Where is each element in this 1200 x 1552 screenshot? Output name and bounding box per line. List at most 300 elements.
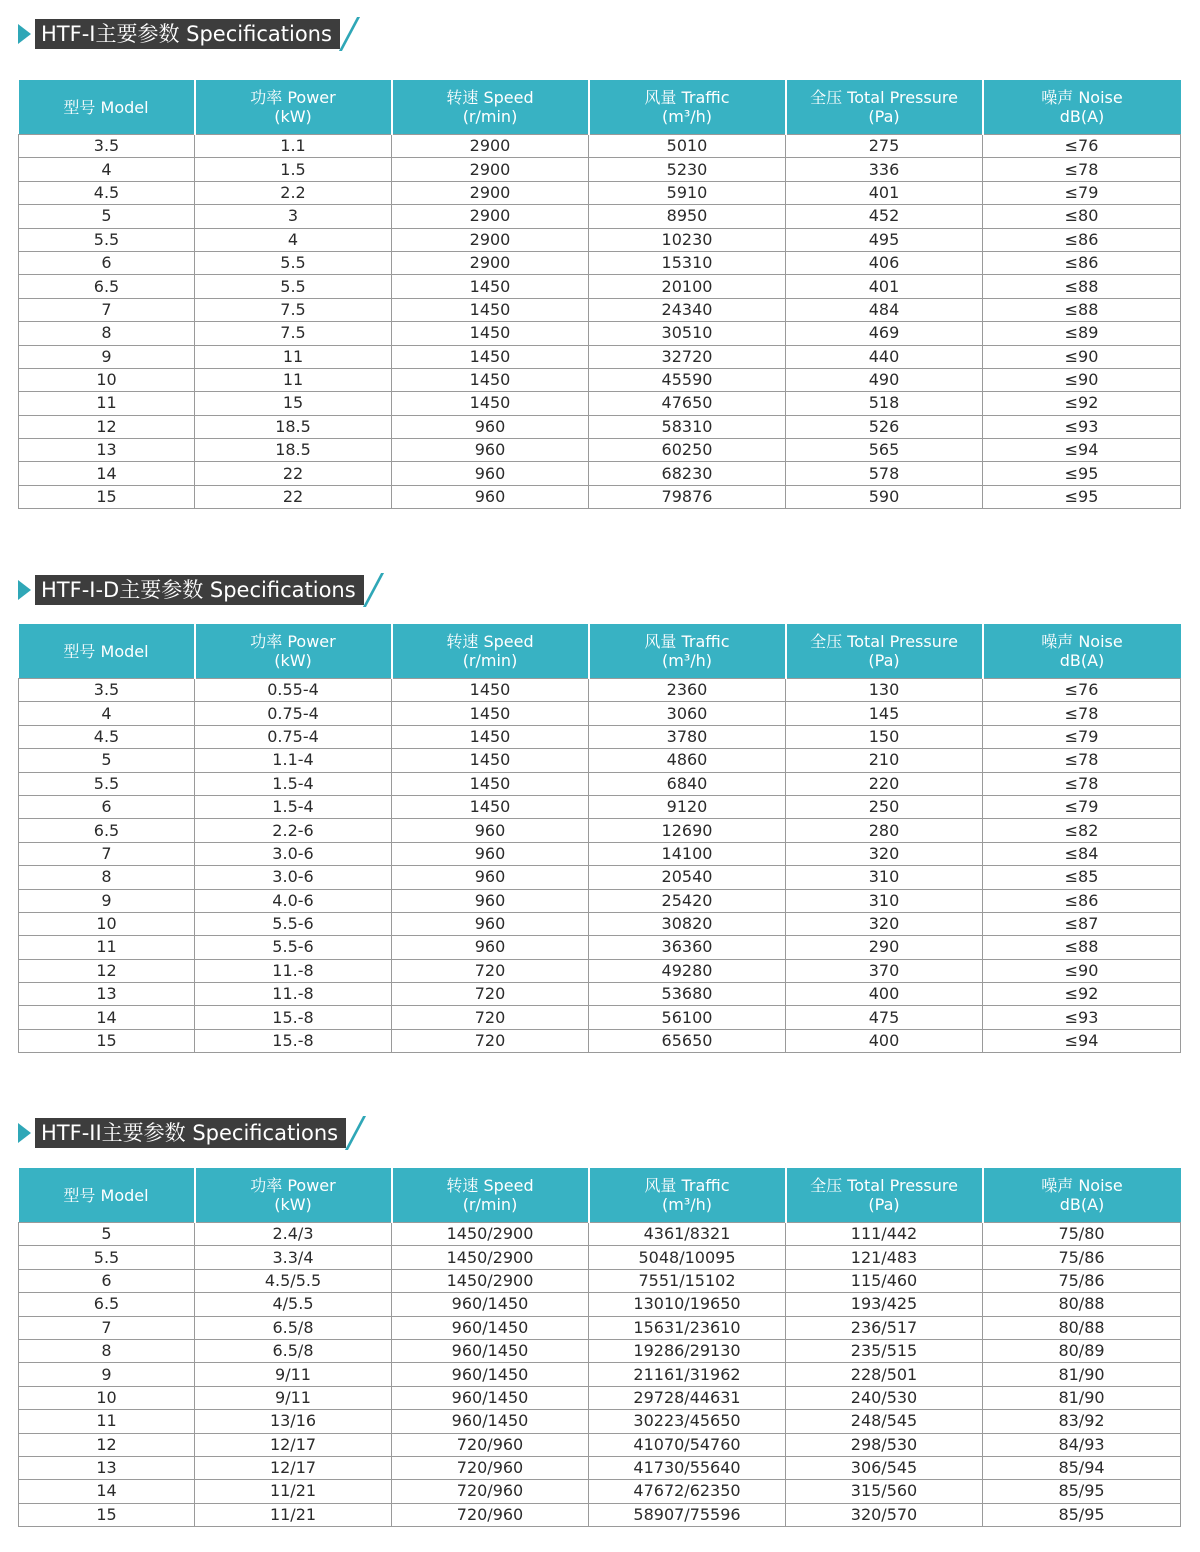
section-title-text: HTF-I-D主要参数 Specifications xyxy=(35,575,364,605)
table-cell: 280 xyxy=(786,819,983,842)
table-cell: 1450 xyxy=(392,368,589,391)
table-row xyxy=(19,749,1181,772)
table-cell: 2900 xyxy=(392,205,589,228)
table-cell: 80/89 xyxy=(983,1339,1181,1362)
table-cell: 960 xyxy=(392,912,589,935)
table-cell: 14 xyxy=(19,1480,195,1503)
table-cell: 9/11 xyxy=(195,1363,392,1386)
table-cell: 6.5 xyxy=(19,275,195,298)
table-cell: ≤84 xyxy=(983,842,1181,865)
table-cell: 720/960 xyxy=(392,1503,589,1526)
table-cell: 320 xyxy=(786,842,983,865)
table-cell: 960/1450 xyxy=(392,1410,589,1433)
title-arrow-icon xyxy=(18,1123,31,1143)
table-cell: 720 xyxy=(392,983,589,1006)
table-cell: 11/21 xyxy=(195,1503,392,1526)
table-cell: 85/95 xyxy=(983,1480,1181,1503)
table-cell: 1450 xyxy=(392,392,589,415)
table-cell: 7 xyxy=(19,1316,195,1339)
table-cell: 2.4/3 xyxy=(195,1223,392,1246)
table-cell: 7.5 xyxy=(195,298,392,321)
table-cell: ≤86 xyxy=(983,889,1181,912)
section-title-text: HTF-I主要参数 Specifications xyxy=(35,19,340,49)
table-cell: ≤94 xyxy=(983,1029,1181,1052)
table-cell: 15631/23610 xyxy=(589,1316,786,1339)
table-row xyxy=(19,322,1181,345)
column-header-unit: (r/min) xyxy=(462,651,518,670)
table-cell: ≤78 xyxy=(983,772,1181,795)
table-cell: 6.5/8 xyxy=(195,1339,392,1362)
title-arrow-icon xyxy=(18,24,31,44)
column-header-label: 功率 Power xyxy=(250,1176,336,1195)
column-header-label: 全压 Total Pressure xyxy=(810,632,958,651)
table-cell: 68230 xyxy=(589,462,786,485)
table-cell: 248/545 xyxy=(786,1410,983,1433)
table-cell: 3.0-6 xyxy=(195,866,392,889)
table-cell: 4.5/5.5 xyxy=(195,1269,392,1292)
column-header xyxy=(392,1168,589,1223)
table-cell: 1450 xyxy=(392,298,589,321)
column-header-unit: (r/min) xyxy=(462,107,518,126)
table-row xyxy=(19,1006,1181,1029)
table-cell: 85/95 xyxy=(983,1503,1181,1526)
table-cell: 720 xyxy=(392,1029,589,1052)
column-header-label: 型号 Model xyxy=(63,1185,149,1205)
table-cell: 2900 xyxy=(392,135,589,158)
table-cell: 0.75-4 xyxy=(195,725,392,748)
table-cell: 30510 xyxy=(589,322,786,345)
column-header-label: 转速 Speed xyxy=(446,1176,534,1195)
table-cell: 2.2-6 xyxy=(195,819,392,842)
table-cell: 6.5 xyxy=(19,819,195,842)
table-cell: 49280 xyxy=(589,959,786,982)
table-cell: 9120 xyxy=(589,795,786,818)
table-cell: 18.5 xyxy=(195,415,392,438)
table-cell: 36360 xyxy=(589,936,786,959)
table-row xyxy=(19,298,1181,321)
table-cell: 58907/75596 xyxy=(589,1503,786,1526)
table-cell: 4.0-6 xyxy=(195,889,392,912)
column-header xyxy=(983,624,1181,679)
table-cell: 0.55-4 xyxy=(195,679,392,702)
table-cell: 6.5 xyxy=(19,1293,195,1316)
table-cell: 3.3/4 xyxy=(195,1246,392,1269)
table-cell: 24340 xyxy=(589,298,786,321)
table-cell: 2360 xyxy=(589,679,786,702)
table-cell: 6 xyxy=(19,251,195,274)
table-cell: 30223/45650 xyxy=(589,1410,786,1433)
table-row xyxy=(19,1410,1181,1433)
table-row xyxy=(19,1246,1181,1269)
table-cell: ≤88 xyxy=(983,275,1181,298)
table-cell: 526 xyxy=(786,415,983,438)
table-row xyxy=(19,842,1181,865)
table-cell: 3 xyxy=(195,205,392,228)
table-cell: 193/425 xyxy=(786,1293,983,1316)
column-header-label: 风量 Traffic xyxy=(644,88,730,107)
table-cell: 32720 xyxy=(589,345,786,368)
table-row xyxy=(19,392,1181,415)
table-cell: 12/17 xyxy=(195,1433,392,1456)
table-cell: 30820 xyxy=(589,912,786,935)
section-title-3 xyxy=(18,1117,364,1149)
table-cell: 4 xyxy=(195,228,392,251)
table-cell: 306/545 xyxy=(786,1456,983,1479)
table-cell: 1.5-4 xyxy=(195,795,392,818)
table-cell: 310 xyxy=(786,866,983,889)
table-cell: 960 xyxy=(392,889,589,912)
table-cell: 960 xyxy=(392,485,589,508)
table-cell: 406 xyxy=(786,251,983,274)
table-cell: 6840 xyxy=(589,772,786,795)
table-cell: 7 xyxy=(19,842,195,865)
table-cell: 401 xyxy=(786,275,983,298)
table-cell: 15 xyxy=(195,392,392,415)
table-cell: 1450/2900 xyxy=(392,1223,589,1246)
table-cell: 41070/54760 xyxy=(589,1433,786,1456)
column-header xyxy=(786,624,983,679)
table-cell: 298/530 xyxy=(786,1433,983,1456)
table-row xyxy=(19,1386,1181,1409)
table-cell: 240/530 xyxy=(786,1386,983,1409)
table-cell: 15.-8 xyxy=(195,1029,392,1052)
table-cell: 53680 xyxy=(589,983,786,1006)
table-cell: 3780 xyxy=(589,725,786,748)
table-cell: 400 xyxy=(786,983,983,1006)
table-cell: 81/90 xyxy=(983,1363,1181,1386)
table-cell: ≤86 xyxy=(983,228,1181,251)
column-header-label: 转速 Speed xyxy=(446,632,534,651)
table-cell: ≤79 xyxy=(983,725,1181,748)
column-header xyxy=(195,1168,392,1223)
table-row xyxy=(19,795,1181,818)
table-cell: 495 xyxy=(786,228,983,251)
table-cell: 960 xyxy=(392,415,589,438)
table-cell: ≤95 xyxy=(983,462,1181,485)
table-cell: 6.5/8 xyxy=(195,1316,392,1339)
column-header-unit: (Pa) xyxy=(868,107,900,126)
column-header-unit: dB(A) xyxy=(1059,1195,1105,1214)
table-cell: 960/1450 xyxy=(392,1339,589,1362)
column-header-label: 型号 Model xyxy=(63,641,149,661)
table-cell: 7 xyxy=(19,298,195,321)
table-cell: 518 xyxy=(786,392,983,415)
table-row xyxy=(19,889,1181,912)
column-header xyxy=(392,624,589,679)
table-cell: 12 xyxy=(19,959,195,982)
table-cell: 2900 xyxy=(392,158,589,181)
table-cell: 11.-8 xyxy=(195,959,392,982)
table-row xyxy=(19,439,1181,462)
table-cell: 12/17 xyxy=(195,1456,392,1479)
table-row xyxy=(19,819,1181,842)
spec-table-2 xyxy=(18,624,1181,1053)
table-row xyxy=(19,415,1181,438)
table-row xyxy=(19,1269,1181,1292)
table-cell: 12 xyxy=(19,1433,195,1456)
table-row xyxy=(19,1339,1181,1362)
table-cell: ≤93 xyxy=(983,415,1181,438)
table-row xyxy=(19,702,1181,725)
table-cell: 47672/62350 xyxy=(589,1480,786,1503)
table-cell: 4.5 xyxy=(19,181,195,204)
table-cell: 960/1450 xyxy=(392,1293,589,1316)
table-cell: 1.1 xyxy=(195,135,392,158)
table-cell: 1450 xyxy=(392,275,589,298)
table-cell: 13 xyxy=(19,983,195,1006)
table-cell: ≤92 xyxy=(983,983,1181,1006)
table-cell: 960 xyxy=(392,439,589,462)
table-cell: ≤80 xyxy=(983,205,1181,228)
table-cell: 590 xyxy=(786,485,983,508)
table-cell: 1.5-4 xyxy=(195,772,392,795)
table-cell: 5.5 xyxy=(195,251,392,274)
column-header-label: 噪声 Noise xyxy=(1041,1176,1123,1195)
table-cell: 145 xyxy=(786,702,983,725)
column-header-label: 型号 Model xyxy=(63,97,149,117)
table-cell: 29728/44631 xyxy=(589,1386,786,1409)
table-cell: 14100 xyxy=(589,842,786,865)
table-cell: 1450 xyxy=(392,679,589,702)
table-cell: 3.0-6 xyxy=(195,842,392,865)
table-cell: 80/88 xyxy=(983,1316,1181,1339)
table-cell: 12690 xyxy=(589,819,786,842)
column-header-unit: (kW) xyxy=(274,651,312,670)
section-title-1 xyxy=(18,18,358,50)
table-row xyxy=(19,462,1181,485)
column-header xyxy=(589,624,786,679)
table-cell: 1450 xyxy=(392,702,589,725)
table-cell: 75/80 xyxy=(983,1223,1181,1246)
table-cell: 10 xyxy=(19,1386,195,1409)
column-header-label: 噪声 Noise xyxy=(1041,88,1123,107)
table-cell: ≤76 xyxy=(983,135,1181,158)
title-slash-decoration xyxy=(344,19,358,49)
table-cell: 960/1450 xyxy=(392,1363,589,1386)
table-row xyxy=(19,912,1181,935)
table-row xyxy=(19,205,1181,228)
column-header-unit: (m³/h) xyxy=(661,107,712,126)
table-cell: 370 xyxy=(786,959,983,982)
table-cell: 960 xyxy=(392,819,589,842)
title-slash-decoration xyxy=(350,1118,364,1148)
table-row xyxy=(19,181,1181,204)
column-header xyxy=(19,624,195,679)
table-cell: 10 xyxy=(19,368,195,391)
table-cell: 12 xyxy=(19,415,195,438)
section-title-2 xyxy=(18,574,382,606)
table-cell: 2900 xyxy=(392,251,589,274)
table-cell: 720 xyxy=(392,1006,589,1029)
table-cell: 8 xyxy=(19,1339,195,1362)
table-cell: 401 xyxy=(786,181,983,204)
column-header xyxy=(195,80,392,135)
table-cell: 14 xyxy=(19,462,195,485)
table-cell: 9 xyxy=(19,345,195,368)
table-cell: 3.5 xyxy=(19,679,195,702)
table-cell: 4/5.5 xyxy=(195,1293,392,1316)
table-cell: 65650 xyxy=(589,1029,786,1052)
column-header xyxy=(983,80,1181,135)
table-cell: 11 xyxy=(19,392,195,415)
table-cell: 3.5 xyxy=(19,135,195,158)
table-cell: 21161/31962 xyxy=(589,1363,786,1386)
column-header-unit: (m³/h) xyxy=(661,651,712,670)
table-cell: 75/86 xyxy=(983,1269,1181,1292)
table-cell: 275 xyxy=(786,135,983,158)
table-row xyxy=(19,275,1181,298)
table-cell: 228/501 xyxy=(786,1363,983,1386)
table-cell: ≤90 xyxy=(983,345,1181,368)
table-cell: 121/483 xyxy=(786,1246,983,1269)
table-cell: 2900 xyxy=(392,181,589,204)
table-row xyxy=(19,936,1181,959)
table-cell: 81/90 xyxy=(983,1386,1181,1409)
table-cell: 47650 xyxy=(589,392,786,415)
column-header-unit: (Pa) xyxy=(868,651,900,670)
table-cell: 150 xyxy=(786,725,983,748)
table-header-row xyxy=(19,80,1181,135)
table-cell: 310 xyxy=(786,889,983,912)
table-cell: 10230 xyxy=(589,228,786,251)
table-cell: 111/442 xyxy=(786,1223,983,1246)
column-header-label: 噪声 Noise xyxy=(1041,632,1123,651)
table-row xyxy=(19,1433,1181,1456)
table-cell: 80/88 xyxy=(983,1293,1181,1316)
column-header-label: 功率 Power xyxy=(250,88,336,107)
table-cell: 5 xyxy=(19,1223,195,1246)
table-cell: 4 xyxy=(19,158,195,181)
table-cell: 336 xyxy=(786,158,983,181)
table-cell: 15.-8 xyxy=(195,1006,392,1029)
table-cell: ≤82 xyxy=(983,819,1181,842)
table-cell: 1.1-4 xyxy=(195,749,392,772)
table-cell: 115/460 xyxy=(786,1269,983,1292)
table-cell: 13 xyxy=(19,439,195,462)
table-cell: 22 xyxy=(195,462,392,485)
table-cell: 11 xyxy=(19,1410,195,1433)
table-cell: 960 xyxy=(392,842,589,865)
table-cell: 400 xyxy=(786,1029,983,1052)
column-header xyxy=(589,1168,786,1223)
column-header xyxy=(19,80,195,135)
table-cell: 15 xyxy=(19,485,195,508)
table-cell: 3060 xyxy=(589,702,786,725)
table-cell: 8 xyxy=(19,322,195,345)
table-cell: 1450 xyxy=(392,345,589,368)
column-header-unit: (Pa) xyxy=(868,1195,900,1214)
column-header xyxy=(392,80,589,135)
table-cell: 4 xyxy=(19,702,195,725)
table-header-row xyxy=(19,1168,1181,1223)
table-cell: 6 xyxy=(19,1269,195,1292)
table-cell: 565 xyxy=(786,439,983,462)
table-cell: ≤93 xyxy=(983,1006,1181,1029)
table-row xyxy=(19,1029,1181,1052)
table-cell: 1.5 xyxy=(195,158,392,181)
table-cell: 960 xyxy=(392,936,589,959)
table-cell: 19286/29130 xyxy=(589,1339,786,1362)
table-cell: 250 xyxy=(786,795,983,818)
table-cell: 84/93 xyxy=(983,1433,1181,1456)
table-cell: 85/94 xyxy=(983,1456,1181,1479)
table-cell: 315/560 xyxy=(786,1480,983,1503)
table-cell: 220 xyxy=(786,772,983,795)
table-cell: 15 xyxy=(19,1029,195,1052)
table-cell: 13010/19650 xyxy=(589,1293,786,1316)
table-cell: 20100 xyxy=(589,275,786,298)
table-cell: 469 xyxy=(786,322,983,345)
table-cell: 5010 xyxy=(589,135,786,158)
table-cell: 11.-8 xyxy=(195,983,392,1006)
table-cell: 5.5-6 xyxy=(195,936,392,959)
table-cell: 960/1450 xyxy=(392,1386,589,1409)
column-header xyxy=(195,624,392,679)
table-cell: 13/16 xyxy=(195,1410,392,1433)
table-row xyxy=(19,158,1181,181)
table-cell: 9 xyxy=(19,1363,195,1386)
table-row xyxy=(19,228,1181,251)
table-cell: 25420 xyxy=(589,889,786,912)
table-row xyxy=(19,251,1181,274)
table-cell: 9/11 xyxy=(195,1386,392,1409)
table-row xyxy=(19,866,1181,889)
table-cell: 5910 xyxy=(589,181,786,204)
table-cell: 2.2 xyxy=(195,181,392,204)
table-cell: 45590 xyxy=(589,368,786,391)
table-cell: 1450 xyxy=(392,322,589,345)
table-cell: 22 xyxy=(195,485,392,508)
column-header-unit: dB(A) xyxy=(1059,107,1105,126)
table-cell: 1450 xyxy=(392,749,589,772)
table-cell: 720/960 xyxy=(392,1456,589,1479)
table-cell: ≤86 xyxy=(983,251,1181,274)
table-cell: 4860 xyxy=(589,749,786,772)
spec-table-3 xyxy=(18,1168,1181,1527)
table-cell: 5 xyxy=(19,749,195,772)
table-cell: ≤90 xyxy=(983,368,1181,391)
table-row xyxy=(19,772,1181,795)
table-cell: ≤94 xyxy=(983,439,1181,462)
table-row xyxy=(19,345,1181,368)
table-cell: 960 xyxy=(392,462,589,485)
table-cell: 1450 xyxy=(392,795,589,818)
table-cell: ≤78 xyxy=(983,158,1181,181)
column-header xyxy=(983,1168,1181,1223)
title-arrow-icon xyxy=(18,580,31,600)
table-cell: 18.5 xyxy=(195,439,392,462)
table-cell: 5.5 xyxy=(19,228,195,251)
table-cell: 475 xyxy=(786,1006,983,1029)
column-header-label: 风量 Traffic xyxy=(644,1176,730,1195)
table-cell: ≤76 xyxy=(983,679,1181,702)
table-cell: 83/92 xyxy=(983,1410,1181,1433)
table-cell: ≤95 xyxy=(983,485,1181,508)
section-title-text: HTF-II主要参数 Specifications xyxy=(35,1118,346,1148)
table-cell: 490 xyxy=(786,368,983,391)
table-cell: 5048/10095 xyxy=(589,1246,786,1269)
table-cell: 15310 xyxy=(589,251,786,274)
table-cell: 7551/15102 xyxy=(589,1269,786,1292)
column-header-unit: (r/min) xyxy=(462,1195,518,1214)
table-cell: 440 xyxy=(786,345,983,368)
table-cell: 5.5 xyxy=(19,772,195,795)
table-row xyxy=(19,1293,1181,1316)
table-cell: ≤79 xyxy=(983,181,1181,204)
table-cell: ≤79 xyxy=(983,795,1181,818)
table-cell: 5 xyxy=(19,205,195,228)
table-cell: 5.5 xyxy=(19,1246,195,1269)
